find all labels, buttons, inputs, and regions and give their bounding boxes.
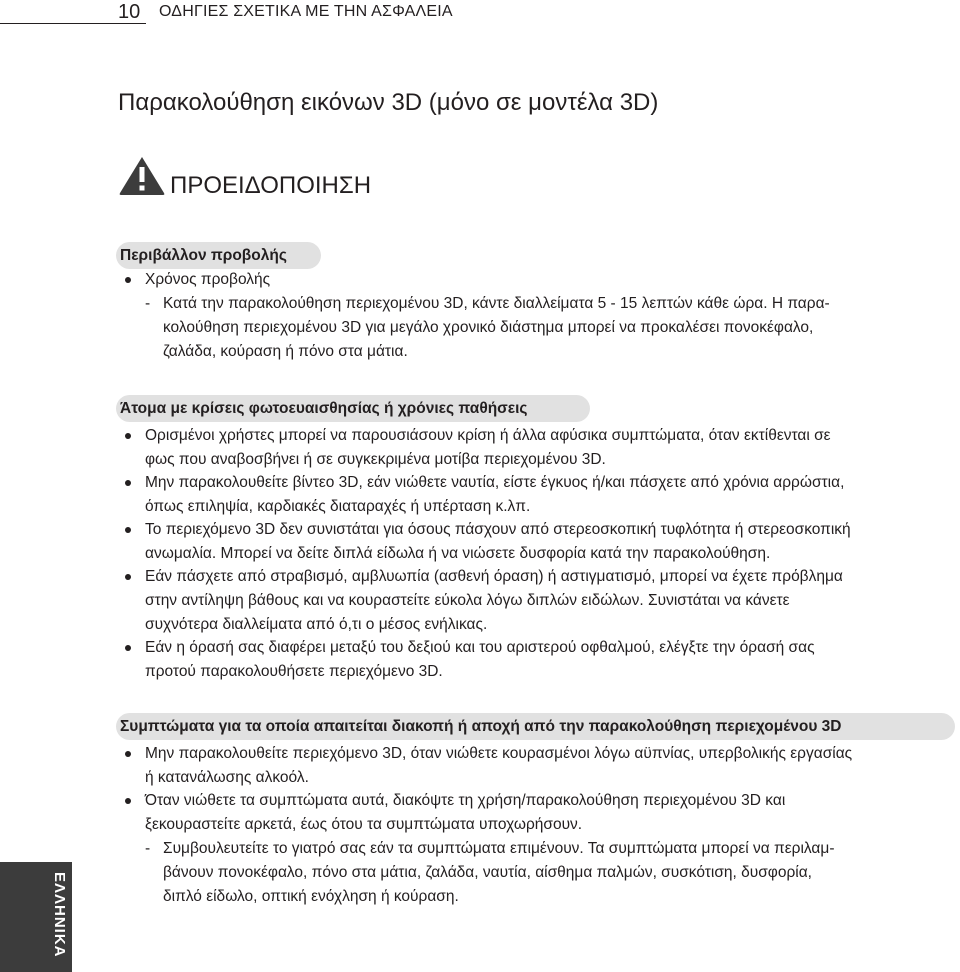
bullet-text: ξεκουραστείτε αρκετά, έως ότου τα συμπτώματα υποχωρήσουν. bbox=[145, 816, 583, 833]
bullet-text: συχνότερα διαλλείματα από ό,τι ο μέσος ενήλικας. bbox=[145, 616, 488, 633]
bullet-marker bbox=[125, 751, 131, 757]
dash-line: Κατά την παρακολούθηση περιεχομένου 3D, κάντε διαλλείματα 5 - 15 λεπτών κάθε ώρα. Η παρα- bbox=[163, 295, 830, 312]
language-tab-label: ΕΛΛΗΝΙΚΑ bbox=[51, 872, 68, 958]
bullet-text: Το περιεχόμενο 3D δεν συνιστάται για όσους πάσχουν από στερεοσκοπική τυφλότητα ή στερεοσκοπική bbox=[145, 521, 851, 538]
bullet-marker bbox=[125, 480, 131, 486]
dash-line: διπλό είδωλο, οπτική ενόχληση ή κούραση. bbox=[163, 888, 459, 905]
bullet-marker bbox=[125, 433, 131, 439]
page-title: Παρακολούθηση εικόνων 3D (μόνο σε μοντέλα 3D) bbox=[118, 89, 659, 116]
section-heading-symptoms: Συμπτώματα για τα οποία απαιτείται διακοπή ή αποχή από την παρακολούθηση περιεχομένου 3D bbox=[116, 713, 955, 740]
page-header bbox=[0, 0, 960, 24]
dash-marker: - bbox=[145, 840, 151, 857]
bullet-text: Όταν νιώθετε τα συμπτώματα αυτά, διακόψτε τη χρήση/παρακολούθηση περιεχομένου 3D και bbox=[145, 792, 786, 809]
dash-line: ζαλάδα, κούραση ή πόνο στα μάτια. bbox=[163, 343, 408, 360]
bullet-text: Μην παρακολουθείτε περιεχόμενο 3D, όταν νιώθετε κουρασμένοι λόγω αϋπνίας, υπερβολικής εργασίας bbox=[145, 745, 853, 762]
language-tab-label-wrap bbox=[50, 872, 72, 968]
dash-line: βάνουν πονοκέφαλο, πόνο στα μάτια, ζαλάδα, ναυτία, αίσθημα παλμών, συσκότιση, δυσφορία, bbox=[163, 864, 812, 881]
bullet-text: Μην παρακολουθείτε βίντεο 3D, εάν νιώθετε ναυτία, είστε έγκυος ή/και πάσχετε από χρόνια αρρώστια, bbox=[145, 474, 845, 491]
bullet-marker bbox=[125, 645, 131, 651]
section-heading-photosensitivity: Άτομα με κρίσεις φωτοευαισθησίας ή χρόνιες παθήσεις bbox=[116, 395, 590, 422]
section-heading-viewing-environment: Περιβάλλον προβολής bbox=[116, 242, 321, 269]
bullet-text: Εάν πάσχετε από στραβισμό, αμβλυωπία (ασθενή όραση) ή αστιγματισμό, μπορεί να έχετε πρόβλημα bbox=[145, 568, 843, 585]
warning-label: ΠΡΟΕΙΔΟΠΟΙΗΣΗ bbox=[170, 172, 372, 199]
bullet-text: όπως επιληψία, καρδιακές διαταραχές ή υπέρταση κ.λπ. bbox=[145, 498, 531, 515]
bullet-text: ή κατανάλωσης αλκοόλ. bbox=[145, 769, 309, 786]
bullet-marker bbox=[125, 527, 131, 533]
bullet-marker bbox=[125, 798, 131, 804]
dash-line: Συμβουλευτείτε το γιατρό σας εάν τα συμπτώματα επιμένουν. Τα συμπτώματα μπορεί να περιλαμ- bbox=[163, 840, 835, 857]
bullet-text: ανωμαλία. Μπορεί να δείτε διπλά είδωλα ή να νιώσετε δυσφορία κατά την παρακολούθηση. bbox=[145, 545, 771, 562]
warning-triangle-icon bbox=[118, 156, 166, 196]
page-number: 10 bbox=[118, 1, 141, 23]
bullet-text: Χρόνος προβολής bbox=[145, 271, 271, 288]
bullet-marker bbox=[125, 277, 131, 283]
dash-line: κολούθηση περιεχομένου 3D για μεγάλο χρονικό διάστημα μπορεί να προκαλέσει πονοκέφαλο, bbox=[163, 319, 814, 336]
bullet-text: στην αντίληψη βάθους και να κουραστείτε εύκολα λόγω διπλών ειδώλων. Συνιστάται να κάνετε bbox=[145, 592, 790, 609]
bullet-marker bbox=[125, 574, 131, 580]
dash-marker: - bbox=[145, 295, 151, 312]
bullet-text: προτού παρακολουθήσετε περιεχόμενο 3D. bbox=[145, 663, 443, 680]
bullet-text: Ορισμένοι χρήστες μπορεί να παρουσιάσουν κρίση ή άλλα αφύσικα συμπτώματα, όταν εκτίθενται σε bbox=[145, 427, 831, 444]
bullet-text: φως που αναβοσβήνει ή σε συγκεκριμένα μοτίβα περιεχομένου 3D. bbox=[145, 451, 606, 468]
header-section-title: ΟΔΗΓΙΕΣ ΣΧΕΤΙΚΑ ΜΕ ΤΗΝ ΑΣΦΑΛΕΙΑ bbox=[159, 3, 453, 20]
bullet-text: Εάν η όρασή σας διαφέρει μεταξύ του δεξιού και του αριστερού οφθαλμού, ελέγξτε την όρασή σας bbox=[145, 639, 815, 656]
